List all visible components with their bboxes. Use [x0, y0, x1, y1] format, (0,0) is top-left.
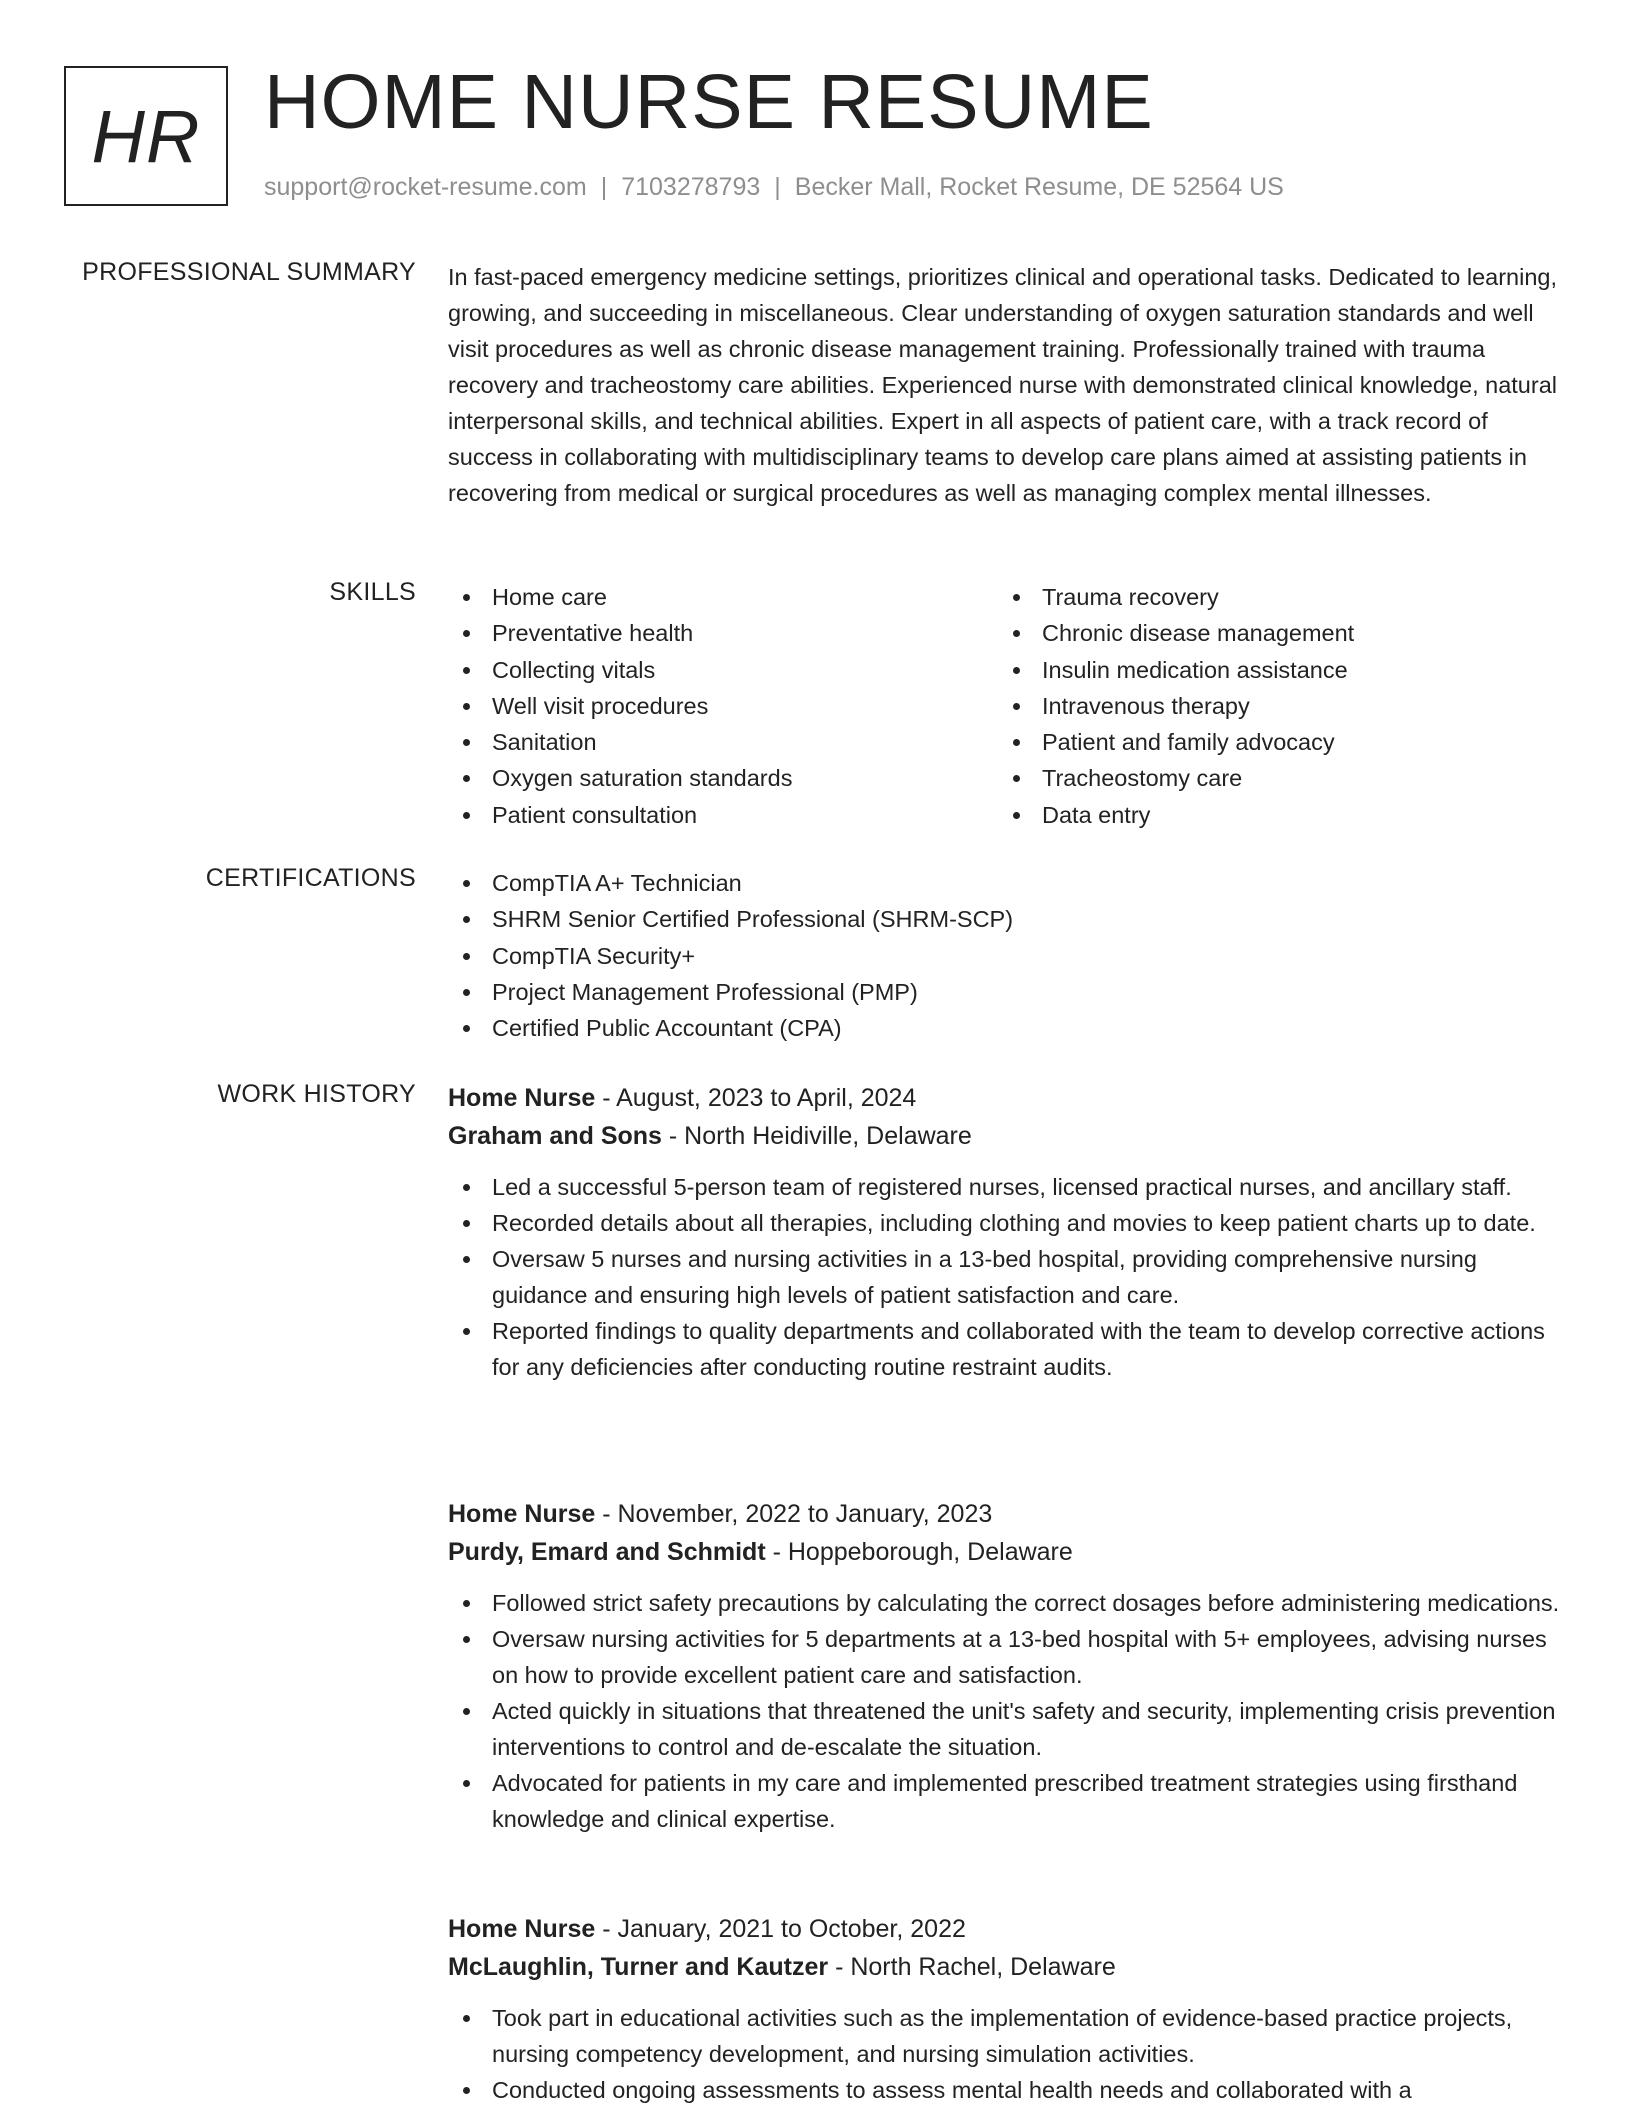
section-label-work-history: WORK HISTORY — [217, 1080, 416, 1108]
job-title: Home Nurse — [448, 1915, 596, 1943]
job-duty-item: Oversaw nursing activities for 5 departments at a 13-bed hospital with 5+ employees, advising nurses on how to provide excellent patient care and satisfaction. — [448, 1621, 1560, 1693]
certification-item: Project Management Professional (PMP) — [448, 974, 1560, 1010]
summary-text: In fast-paced emergency medicine settings, prioritizes clinical and operational tasks. Dedicated to learning, growing, and succeeding in miscellaneous. Clear understanding of oxygen saturation standards and well visit procedures as well as chronic disease management training. Professionally trained with trauma recovery and tracheostomy care abilities. Experienced nurse with demonstrated clinical knowledge, natural interpersonal skills, and technical abilities. Expert in all aspects of patient care, with a track record of success in collaborating with multidisciplinary teams to develop care plans aimed at assisting patients in recovering from medical or surgical procedures as well as managing complex mental illnesses. — [448, 264, 1557, 506]
job-duty-item: Led a successful 5-person team of registered nurses, licensed practical nurses, and ancillary staff. — [448, 1169, 1560, 1205]
skill-item: Trauma recovery — [998, 579, 1548, 615]
skills-list — [448, 579, 1560, 833]
job-duty-item: Conducted ongoing assessments to assess mental health needs and collaborated with a — [448, 2072, 1560, 2108]
job-duty-item: Acted quickly in situations that threatened the unit's safety and security, implementing crisis prevention interventions to control and de-escalate the situation. — [448, 1693, 1560, 1765]
skill-item: Intravenous therapy — [998, 688, 1548, 724]
job-location: - North Heidiville, Delaware — [661, 1122, 972, 1150]
job-company: Purdy, Emard and Schmidt — [448, 1538, 766, 1566]
job-duties — [448, 2000, 1560, 2108]
resume-title: HOME NURSE RESUME — [264, 59, 1154, 145]
skill-item: Data entry — [998, 797, 1548, 833]
skill-item: Patient consultation — [448, 797, 998, 833]
skill-item: Chronic disease management — [998, 615, 1548, 651]
contact-phone[interactable]: 7103278793 — [621, 173, 761, 201]
job-entry — [448, 1910, 1560, 2108]
job-location: - Hoppeborough, Delaware — [765, 1538, 1073, 1566]
contact-separator: | — [600, 173, 608, 201]
job-duties — [448, 1585, 1560, 1837]
certification-item: CompTIA A+ Technician — [448, 865, 1560, 901]
contact-separator: | — [774, 173, 781, 201]
job-dates: - January, 2021 to October, 2022 — [595, 1915, 966, 1943]
job-company-line — [448, 1533, 1560, 1571]
job-company: Graham and Sons — [448, 1122, 662, 1150]
skill-item: Oxygen saturation standards — [448, 760, 998, 796]
skill-item: Insulin medication assistance — [998, 652, 1548, 688]
job-duties — [448, 1169, 1560, 1385]
skill-item: Well visit procedures — [448, 688, 998, 724]
job-location: - North Rachel, Delaware — [828, 1953, 1116, 1981]
job-title-line — [448, 1495, 1560, 1533]
skills-column-left — [448, 579, 998, 833]
certification-item: Certified Public Accountant (CPA) — [448, 1010, 1560, 1046]
skill-item: Patient and family advocacy — [998, 724, 1548, 760]
section-label-summary: PROFESSIONAL SUMMARY — [82, 258, 416, 286]
skill-item: Preventative health — [448, 615, 998, 651]
skill-item: Tracheostomy care — [998, 760, 1548, 796]
section-label-certifications: CERTIFICATIONS — [205, 864, 416, 892]
monogram-logo: HR — [64, 66, 228, 206]
job-title-line — [448, 1079, 1560, 1117]
job-entry — [448, 1495, 1560, 1837]
job-company-line — [448, 1117, 1560, 1155]
job-title-line — [448, 1910, 1560, 1948]
job-dates: - November, 2022 to January, 2023 — [595, 1500, 993, 1528]
job-title: Home Nurse — [448, 1500, 596, 1528]
job-duty-item: Recorded details about all therapies, including clothing and movies to keep patient charts up to date. — [448, 1205, 1560, 1241]
job-title: Home Nurse — [448, 1084, 596, 1112]
job-duty-item: Reported findings to quality departments and collaborated with the team to develop corrective actions for any deficiencies after conducting routine restraint audits. — [448, 1313, 1560, 1385]
job-duty-item: Oversaw 5 nurses and nursing activities in a 13-bed hospital, providing comprehensive nursing guidance and ensuring high levels of patient satisfaction and care. — [448, 1241, 1560, 1313]
certification-item: CompTIA Security+ — [448, 938, 1560, 974]
job-company-line — [448, 1948, 1560, 1986]
contact-line — [264, 173, 1284, 202]
skill-item: Sanitation — [448, 724, 998, 760]
skill-item: Collecting vitals — [448, 652, 998, 688]
job-duty-item: Followed strict safety precautions by calculating the correct dosages before administering medications. — [448, 1585, 1560, 1621]
skill-item: Home care — [448, 579, 998, 615]
skills-column-right — [998, 579, 1548, 833]
contact-email[interactable]: support@rocket-resume.com — [264, 173, 587, 201]
job-entry — [448, 1079, 1560, 1385]
certifications-list — [448, 865, 1560, 1046]
job-company: McLaughlin, Turner and Kautzer — [448, 1953, 829, 1981]
job-duty-item: Advocated for patients in my care and implemented prescribed treatment strategies using firsthand knowledge and clinical expertise. — [448, 1765, 1560, 1837]
contact-address: Becker Mall, Rocket Resume, DE 52564 US — [794, 173, 1284, 201]
job-duty-item: Took part in educational activities such as the implementation of evidence-based practice projects, nursing competency development, and nursing simulation activities. — [448, 2000, 1560, 2072]
job-dates: - August, 2023 to April, 2024 — [595, 1084, 917, 1112]
section-label-skills: SKILLS — [329, 578, 416, 606]
certification-item: SHRM Senior Certified Professional (SHRM-SCP) — [448, 901, 1560, 937]
